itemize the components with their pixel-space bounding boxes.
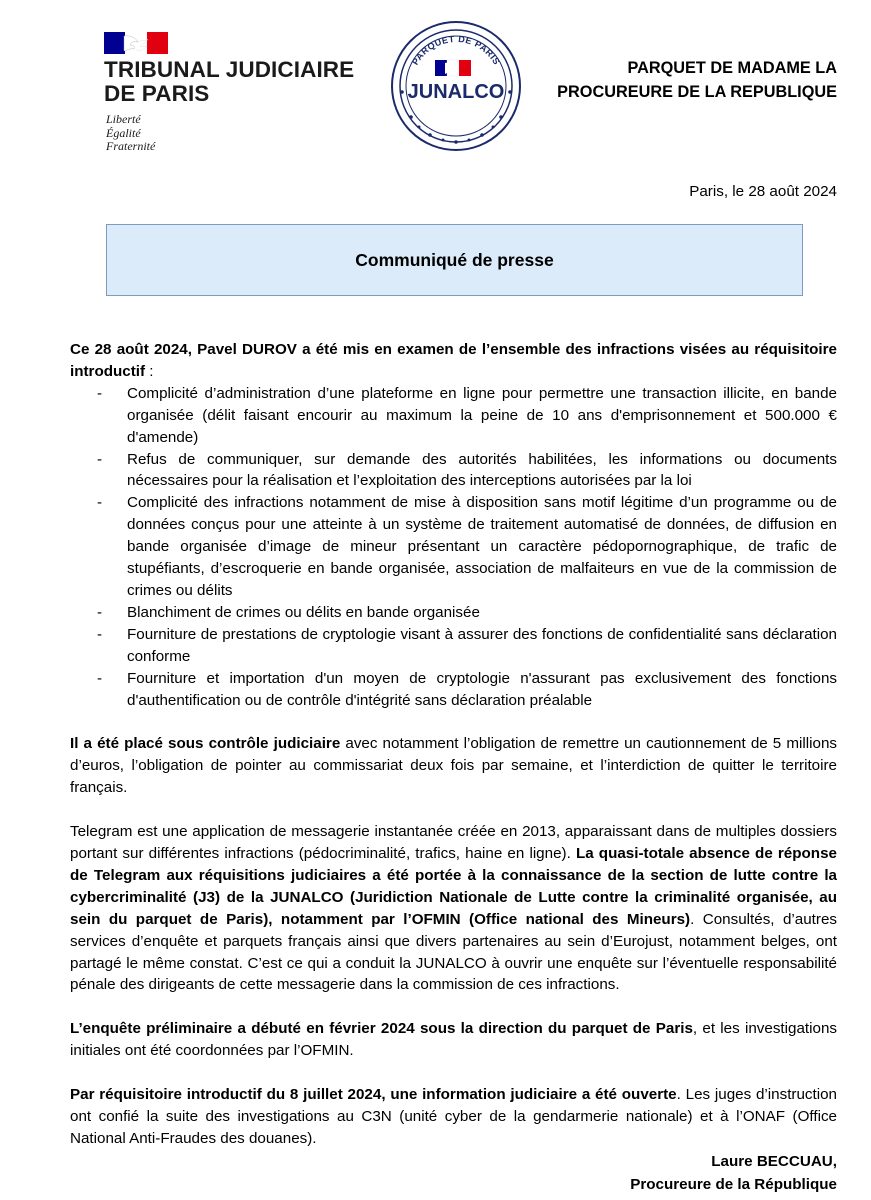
intro-rest: : bbox=[145, 362, 154, 380]
para2-rest: avec notamment l’obligation de remettre un cautionnement de 5 millions d’euros, l’obligation de pointer au commissariat deux fois par semaine, et l’interdiction de quitter le territoire français. bbox=[70, 735, 837, 797]
judicial-control-paragraph bbox=[70, 733, 837, 799]
investigation-paragraph bbox=[70, 1018, 837, 1062]
parquet-line2: PROCUREURE DE LA REPUBLIQUE bbox=[557, 83, 837, 101]
document-body bbox=[70, 339, 837, 1150]
parquet-line1: PARQUET DE MADAME LA bbox=[627, 59, 837, 77]
list-item bbox=[70, 383, 837, 449]
para3-text2: . Consultés, d’autres services d’enquête et parquets français ainsi que divers partenaires au sein d’Eurojust, notamment belges, ont partagé le même constat. C’est ce qui a conduit la JUNALCO à ouvrir une enquête sur l’éventuelle responsabilité pénale des dirigeants de cette messagerie dans la commission de ces infractions. bbox=[70, 910, 837, 994]
seal-name: JUNALCO bbox=[407, 81, 505, 103]
para3-bold: La quasi-totale absence de réponse de Telegram aux réquisitions judiciaires a été portée à la connaissance de la section de lutte contre la cybercriminalité (J3) de la JUNALCO (Juridiction Nationale de Lutte contre la criminalité organisée, au sein du parquet de Paris), notamment par l’OFMIN (Office national des Mineurs) bbox=[70, 845, 837, 928]
charge-text: Complicité des infractions notamment de mise à disposition sans motif légitime d’un programme ou de données conçus pour une atteinte à un système de traitement automatisé de données, de diffusion en bande organisée d’image de mineur présentant un caractère pédopornographique, de trafic de stupéfiants, d’escroquerie en bande organisée, association de malfaiteurs en vue de la commission de crimes ou délits bbox=[127, 494, 837, 599]
charge-text: Fourniture de prestations de cryptologie visant à assurer des fonctions de confidentialité sans déclaration conforme bbox=[127, 625, 837, 665]
charge-text: Complicité d’administration d’une plateforme en ligne pour permettre une transaction illicite, en bande organisée (délit faisant encourir au maximum la peine de 10 ans d'emprisonnement et 500.000 € d'amende) bbox=[127, 384, 837, 446]
para4-bold: L’enquête préliminaire a débuté en février 2024 sous la direction du parquet de Paris bbox=[70, 1020, 693, 1038]
intro-paragraph bbox=[70, 339, 837, 383]
court-name bbox=[104, 58, 354, 106]
information-paragraph bbox=[70, 1084, 837, 1150]
list-item bbox=[70, 492, 837, 602]
list-item bbox=[70, 449, 837, 493]
seal-top-text: PARQUET DE PARIS bbox=[410, 33, 502, 67]
court-name-line1: TRIBUNAL JUDICIAIRE bbox=[104, 57, 355, 82]
signatory-role: Procureure de la République bbox=[630, 1176, 837, 1193]
para4-rest: , et les investigations initiales ont été coordonnées par l’OFMIN. bbox=[70, 1020, 838, 1060]
junalco-seal bbox=[390, 20, 522, 152]
telegram-paragraph bbox=[70, 821, 837, 996]
intro-bold: Ce 28 août 2024, Pavel DUROV a été mis en examen de l’ensemble des infractions visées au réquisitoire introductif bbox=[70, 341, 837, 380]
para5-rest: . Les juges d’instruction ont confié la suite des investigations au C3N (unité cyber de la gendarmerie nationale) et à l’ONAF (Office National Anti-Fraudes des douanes). bbox=[70, 1086, 837, 1147]
title-box bbox=[106, 224, 803, 296]
list-dash: - bbox=[97, 494, 103, 512]
charge-text: Blanchiment de crimes ou délits en bande organisée bbox=[127, 603, 480, 621]
parquet-heading bbox=[557, 56, 837, 104]
list-dash: - bbox=[97, 625, 103, 643]
court-name-line2: DE PARIS bbox=[104, 81, 210, 106]
document-date: Paris, le 28 août 2024 bbox=[689, 183, 837, 200]
list-dash: - bbox=[97, 384, 103, 402]
list-item bbox=[70, 668, 837, 712]
republic-motto bbox=[106, 113, 155, 154]
republique-francaise-logo bbox=[104, 32, 168, 54]
charge-text: Refus de communiquer, sur demande des autorités habilitées, les informations ou documents nécessaires pour la réalisation et l’exploitation des interceptions autorisées par la loi bbox=[127, 450, 837, 490]
motto-fraternite: Fraternité bbox=[106, 139, 156, 154]
list-item bbox=[70, 624, 837, 668]
signatory-name: Laure BECCUAU, bbox=[711, 1153, 837, 1170]
para2-bold: Il a été placé sous contrôle judiciaire bbox=[70, 735, 341, 753]
list-dash: - bbox=[97, 669, 103, 687]
charge-text: Fourniture et importation d'un moyen de cryptologie n'assurant pas exclusivement des fonctions d'authentification ou de contrôle d'intégrité sans déclaration préalable bbox=[127, 669, 837, 709]
document-title: Communiqué de presse bbox=[355, 249, 554, 270]
list-dash: - bbox=[97, 603, 103, 621]
charges-list bbox=[70, 383, 837, 712]
signature-block bbox=[630, 1150, 837, 1196]
list-dash: - bbox=[97, 450, 103, 468]
motto-liberte: Liberté bbox=[106, 112, 141, 126]
para3-text1: Telegram est une application de messagerie instantanée créée en 2013, apparaissant dans de multiples dossiers portant sur différentes infractions (pédocriminalité, trafics, haine en ligne). bbox=[70, 823, 837, 863]
list-item bbox=[70, 602, 837, 624]
para5-bold: Par réquisitoire introductif du 8 juillet 2024, une information judiciaire a été ouverte bbox=[70, 1086, 677, 1104]
motto-egalite: Égalité bbox=[106, 125, 141, 140]
